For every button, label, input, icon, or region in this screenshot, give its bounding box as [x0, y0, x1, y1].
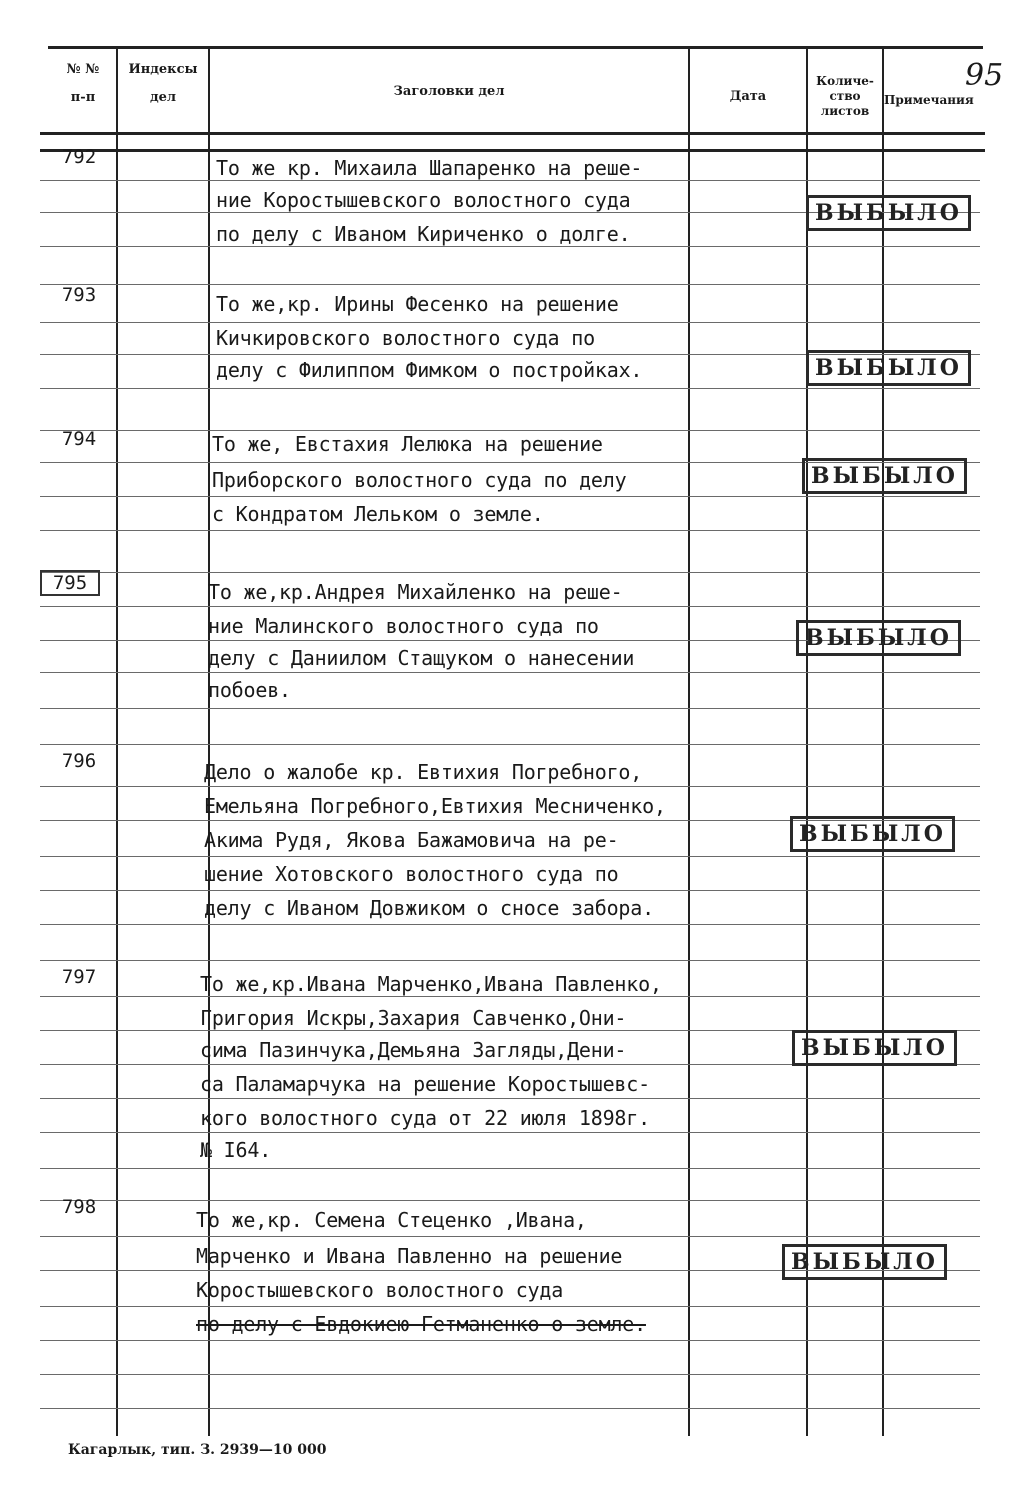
ruled-line: [40, 1132, 980, 1133]
entry-text-line: ние Коростышевского волостного суда: [216, 188, 631, 212]
ruled-line: [40, 672, 980, 673]
ruled-line: [40, 606, 980, 607]
entry-text-line: побоев.: [208, 678, 291, 702]
entry-text-line: № I64.: [200, 1138, 272, 1162]
status-stamp: ВЫБЫЛО: [806, 195, 971, 231]
ruled-line: [40, 960, 980, 961]
ruled-line: [40, 1098, 980, 1099]
printer-footer: Кагарлык, тип. З. 2939—10 000: [68, 1442, 327, 1458]
entry-text-line: по делу с Евдокиею Гетманенко о земле.: [196, 1312, 646, 1336]
ruled-line: [40, 496, 980, 497]
ruled-line: [40, 1236, 980, 1237]
header-count-line: ство: [829, 89, 861, 103]
entry-text-line: Емельяна Погребного,Евтихия Месниченко,: [204, 794, 666, 818]
entry-number: 792: [61, 146, 97, 168]
top-rule: [48, 46, 983, 49]
entry-text-line: делу с Филиппом Фимком о постройках.: [216, 358, 643, 382]
header-title: Заголовки дел: [393, 84, 505, 99]
status-stamp: ВЫБЫЛО: [806, 350, 971, 386]
header-index-line: дел: [149, 90, 177, 105]
entry-number: 795: [40, 570, 100, 596]
entry-number: 793: [61, 284, 97, 306]
entry-text-line: Приборского волостного суда по делу: [212, 468, 627, 492]
ruled-line: [40, 1408, 980, 1409]
ruled-line: [40, 284, 980, 285]
header-count-line: Количе-: [816, 74, 874, 88]
entry-text-line: Кичкировского волостного суда по: [216, 326, 595, 350]
entry-text-line: с Кондратом Лельком о земле.: [212, 502, 544, 526]
ruled-line: [40, 744, 980, 745]
entry-text-line: То же,кр. Ирины Фесенко на решение: [216, 292, 619, 316]
header-index: [118, 62, 208, 106]
ruled-line: [40, 924, 980, 925]
entry-text-line: Акима Рудя, Якова Бажамовича на ре-: [204, 828, 619, 852]
ruled-line: [40, 1374, 980, 1375]
header-num-line: № №: [66, 62, 100, 77]
entry-text-line: сима Пазинчука,Демьяна Загляды,Дени-: [200, 1038, 627, 1062]
header-double-rule: [40, 149, 985, 152]
ruled-line: [40, 856, 980, 857]
status-stamp: ВЫБЫЛО: [792, 1030, 957, 1066]
entry-text-line: са Паламарчука на решение Коростышевс-: [200, 1072, 650, 1096]
entry-number: 797: [61, 966, 97, 988]
ruled-line: [40, 890, 980, 891]
status-stamp: ВЫБЫЛО: [802, 458, 967, 494]
entry-text-line: ние Малинского волостного суда по: [208, 614, 599, 638]
status-stamp: ВЫБЫЛО: [782, 1244, 947, 1280]
entry-text-line: делу с Даниилом Стащуком о нанесении: [208, 646, 635, 670]
col-divider-5: [882, 46, 884, 1436]
ruled-line: [40, 322, 980, 323]
entry-text-line: по делу с Иваном Кириченко о долге.: [216, 222, 631, 246]
header-count-line: листов: [820, 104, 870, 118]
header-note: Примечания: [884, 93, 974, 107]
entry-text-line: Григория Искры,Захария Савченко,Они-: [200, 1006, 627, 1030]
entry-text-line: То же кр. Михаила Шапаренко на реше-: [216, 156, 643, 180]
status-stamp: ВЫБЫЛО: [796, 620, 961, 656]
header-bottom-rule: [40, 132, 985, 135]
entry-text-line: То же,кр.Ивана Марченко,Ивана Павленко,: [200, 972, 662, 996]
header-num-line: п-п: [70, 90, 96, 105]
entry-number: 798: [61, 1196, 97, 1218]
ruled-line: [40, 530, 980, 531]
ruled-line: [40, 388, 980, 389]
ruled-line: [40, 1306, 980, 1307]
ruled-line: [40, 708, 980, 709]
header-date: Дата: [729, 89, 767, 104]
ruled-line: [40, 786, 980, 787]
entry-text-line: Коростышевского волостного суда: [196, 1278, 564, 1302]
entry-number: 796: [61, 750, 97, 772]
status-stamp: ВЫБЫЛО: [790, 816, 955, 852]
header-index-line: Индексы: [128, 62, 198, 77]
header-count: [808, 74, 882, 119]
ruled-line: [40, 1340, 980, 1341]
entry-text-line: То же,кр. Семена Стеценко ,Ивана,: [196, 1208, 587, 1232]
col-divider-4: [806, 46, 808, 1436]
entry-text-line: То же, Евстахия Лелюка на решение: [212, 432, 603, 456]
ruled-line: [40, 1168, 980, 1169]
entry-number: 794: [61, 428, 97, 450]
col-divider-1: [116, 46, 118, 1436]
entry-text-line: То же,кр.Андрея Михайленко на реше-: [208, 580, 623, 604]
entry-text-line: кого волостного суда от 22 июля 1898г.: [200, 1106, 650, 1130]
page-number: 95: [965, 58, 1004, 93]
entry-text-line: Дело о жалобе кр. Евтихия Погребного,: [204, 760, 643, 784]
ruled-line: [40, 572, 980, 573]
ruled-line: [40, 1200, 980, 1201]
entry-text-line: шение Хотовского волостного суда по: [204, 862, 619, 886]
entry-text-line: делу с Иваном Довжиком о сносе забора.: [204, 896, 654, 920]
header-num: [50, 62, 116, 106]
entry-text-line: Марченко и Ивана Павленно на решение: [196, 1244, 623, 1268]
